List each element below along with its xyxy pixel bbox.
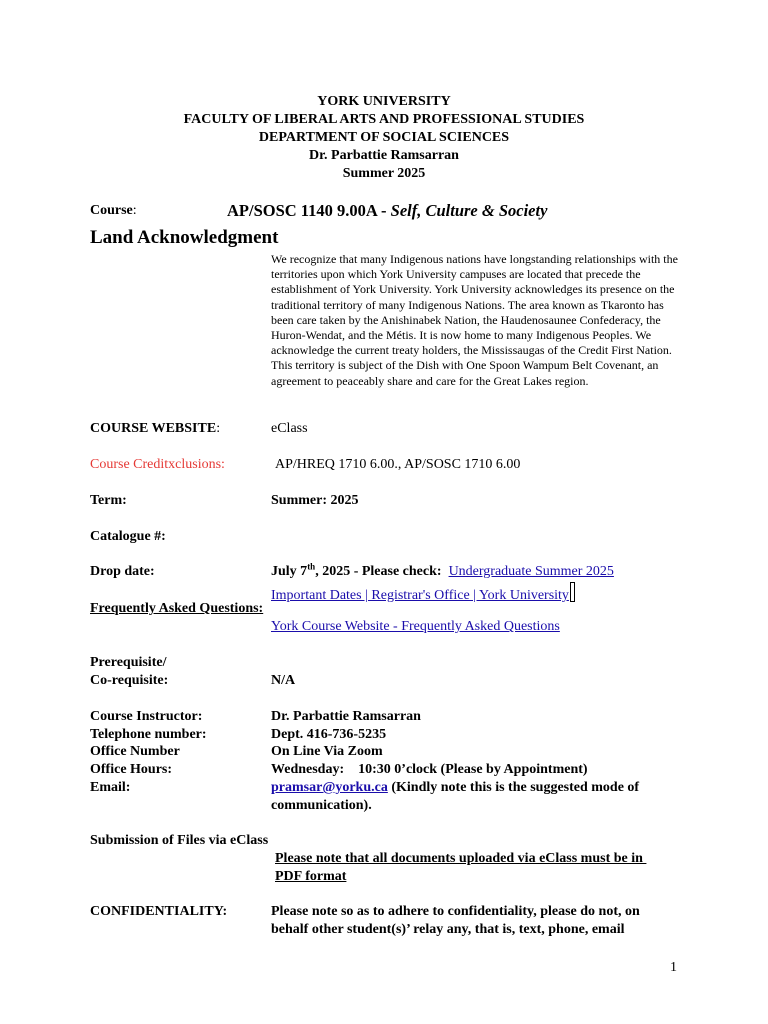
instructor-label: Course Instructor: <box>90 709 203 724</box>
exclusions-value: AP/HREQ 1710 6.00., AP/SOSC 1710 6.00 <box>275 457 521 472</box>
term-heading: Summer 2025 <box>342 166 426 181</box>
submission-label: Submission of Files via eClass <box>90 833 269 848</box>
telephone-label: Telephone number: <box>90 727 207 742</box>
term-value: Summer: 2025 <box>271 493 359 508</box>
faq-link[interactable]: York Course Website - Frequently Asked Questions <box>271 619 560 634</box>
faq-line <box>271 619 560 635</box>
drop-date-label: Drop date: <box>90 564 155 579</box>
important-dates-link-continued[interactable]: Important Dates | Registrar's Office | York University <box>271 588 569 603</box>
telephone-value: Dept. 416-736-5235 <box>271 727 387 742</box>
text-cursor <box>570 582 575 602</box>
instructor-name: Dr. Parbattie Ramsarran <box>309 148 459 163</box>
course-code: AP/SOSC 1140 9.00A - <box>227 201 391 220</box>
course-title: Self, Culture & Society <box>390 201 548 220</box>
course-line <box>227 201 547 221</box>
catalogue-label: Catalogue #: <box>90 529 166 544</box>
website-value: eClass <box>271 421 308 436</box>
office-hours-label: Office Hours: <box>90 762 173 777</box>
confidentiality-text-continued: behalf other student(s)’ relay any, that is, text, phone, email <box>271 922 625 937</box>
important-dates-link[interactable]: Undergraduate Summer 2025 <box>448 564 614 579</box>
department-name: DEPARTMENT OF SOCIAL SCIENCES <box>258 130 510 145</box>
prereq-value: N/A <box>271 673 296 688</box>
email-note-continued: communication). <box>271 798 372 813</box>
office-number-value: On Line Via Zoom <box>271 744 383 759</box>
university-name: YORK UNIVERSITY <box>317 94 451 109</box>
prereq-label: Prerequisite/ <box>90 655 167 670</box>
exclusions-label: Course Creditxclusions: <box>90 457 225 472</box>
confidentiality-text: Please note so as to adhere to confidentiality, please do not, on <box>271 904 640 919</box>
email-note: (Kindly note this is the suggested mode of <box>387 780 640 795</box>
land-ack-heading: Land Acknowledgment <box>90 227 279 248</box>
term-label: Term: <box>90 493 127 508</box>
page-number: 1 <box>670 960 677 975</box>
website-label: COURSE WEBSITE: <box>90 421 221 436</box>
email-line <box>271 780 639 796</box>
drop-date-link-line2 <box>271 582 575 604</box>
drop-date-line: July 7th, 2025 - Please check: Undergraduate Summer 2025 <box>271 561 614 579</box>
submission-note-continued: PDF format <box>275 869 347 884</box>
coreq-label: Co-requisite: <box>90 673 169 688</box>
office-hours-value: Wednesday: 10:30 0’clock (Please by Appointment) <box>271 762 588 777</box>
document-header <box>0 93 768 183</box>
instructor-value: Dr. Parbattie Ramsarran <box>271 709 421 724</box>
land-ack-text: We recognize that many Indigenous nations have longstanding relationships with the territories upon which York University campuses are located that precede the establishment of York University. York University acknowledges its presence on the traditional territory of many Indigenous Nations. The area known as Tkaronto has been care taken by the Anishinabek Nation, the Haudenosaunee Confederacy, the Huron-Wendat, and the Métis. It is now home to many Indigenous Peoples. We acknowledge the current treaty holders, the Mississaugas of the Credit First Nation. This territory is subject of the Dish with One Spoon Wampum Belt Covenant, an agreement to peaceably share and care for the Great Lakes region. <box>271 252 678 388</box>
faq-label: Frequently Asked Questions: <box>90 601 264 616</box>
email-link[interactable]: pramsar@yorku.ca <box>271 780 388 795</box>
faculty-name: FACULTY OF LIBERAL ARTS AND PROFESSIONAL STUDIES <box>183 112 585 127</box>
email-label: Email: <box>90 780 131 795</box>
submission-note: Please note that all documents uploaded via eClass must be in <box>275 851 647 866</box>
course-label: Course: <box>90 203 137 218</box>
confidentiality-label: CONFIDENTIALITY: <box>90 904 228 919</box>
office-number-label: Office Number <box>90 744 180 759</box>
